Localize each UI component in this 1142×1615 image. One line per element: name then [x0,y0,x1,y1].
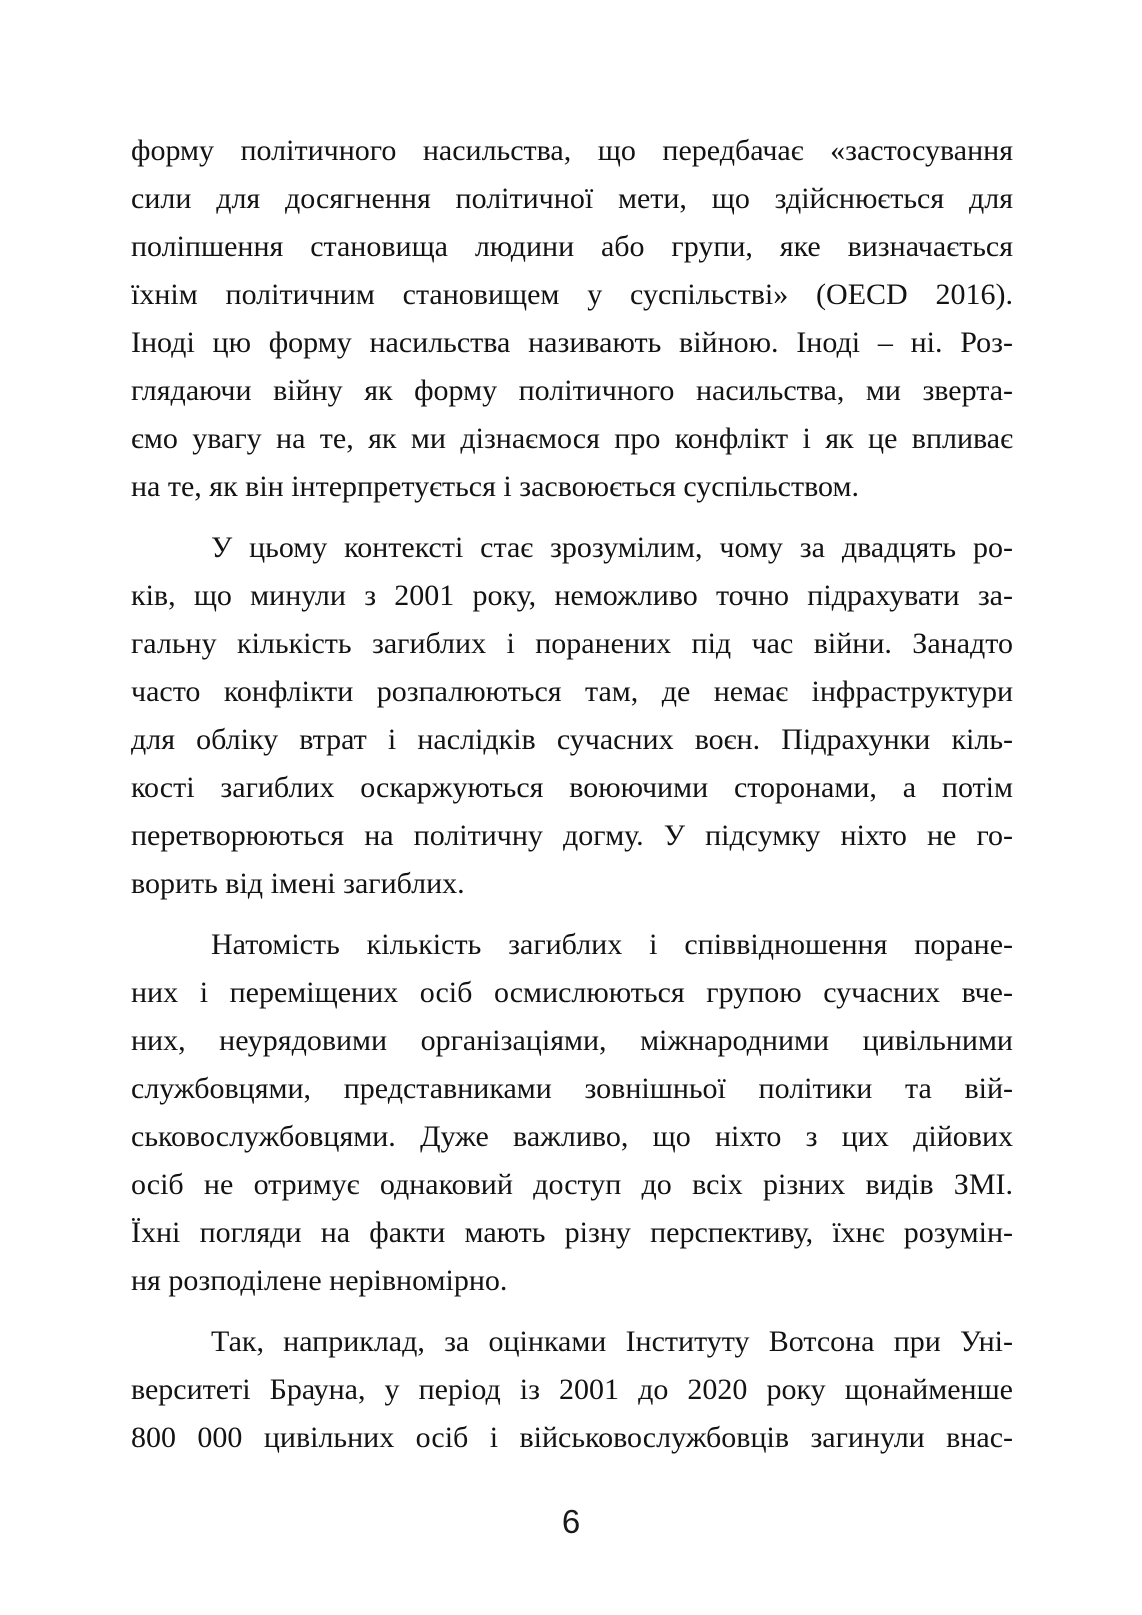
paragraph [131,524,1013,908]
text-line: ворить від імені загиблих. [131,867,465,900]
text-line: них, неурядовими організаціями, міжнародними цивільними [131,1024,1013,1057]
text-line: для обліку втрат і наслідків сучасних воєн. Підрахунки кіль- [131,723,1013,756]
text-line: Так, наприклад, за оцінками Інституту Вотсона при Уні- [211,1325,1013,1358]
paragraph [131,921,1013,1305]
text-line: глядаючи війну як форму політичного насильства, ми зверта- [131,374,1013,407]
text-line: ськовослужбовцями. Дуже важливо, що ніхто з цих дійових [131,1120,1013,1153]
paragraph [131,127,1013,511]
paragraph [131,1318,1013,1462]
text-line: Їхні погляди на факти мають різну перспективу, їхнє розумін- [131,1216,1013,1249]
page-number: 6 [561,1503,581,1540]
text-line: верситеті Брауна, у період із 2001 до 2020 року щонайменше [131,1373,1013,1406]
text-line: ня розподілене нерівномірно. [131,1264,508,1297]
text-line: осіб не отримує однаковий доступ до всіх різних видів ЗМІ. [131,1168,1013,1201]
text-line: поліпшення становища людини або групи, яке визначається [131,230,1013,263]
text-line: часто конфлікти розпалюються там, де немає інфраструктури [131,675,1013,708]
text-line: кості загиблих оскаржуються воюючими сторонами, а потім [131,771,1013,804]
text-line: ємо увагу на те, як ми дізнаємося про конфлікт і як це впливає [131,422,1013,455]
text-line: форму політичного насильства, що передбачає «застосування [131,134,1013,167]
text-line: перетворюються на політичну догму. У підсумку ніхто не го- [131,819,1013,852]
text-line: їхнім політичним становищем у суспільстві» (OECD 2016). [131,278,1013,311]
text-line: них і переміщених осіб осмислюються групою сучасних вче- [131,976,1013,1009]
text-line: У цьому контексті стає зрозумілим, чому за двадцять ро- [211,531,1013,564]
text-line: Натомість кількість загиблих і співвідношення поране- [211,928,1013,961]
text-line: Іноді цю форму насильства називають війною. Іноді – ні. Роз- [131,326,1013,359]
text-line: ків, що минули з 2001 року, неможливо точно підрахувати за- [131,579,1013,612]
text-line: на те, як він інтерпретується і засвоюється суспільством. [131,470,859,503]
text-block [131,127,1013,1462]
text-line: гальну кількість загиблих і поранених під час війни. Занадто [131,627,1013,660]
text-line: 800 000 цивільних осіб і військовослужбовців загинули внас- [131,1421,1013,1454]
text-line: сили для досягнення політичної мети, що здійснюється для [131,182,1013,215]
text-line: службовцями, представниками зовнішньої політики та вій- [131,1072,1013,1105]
